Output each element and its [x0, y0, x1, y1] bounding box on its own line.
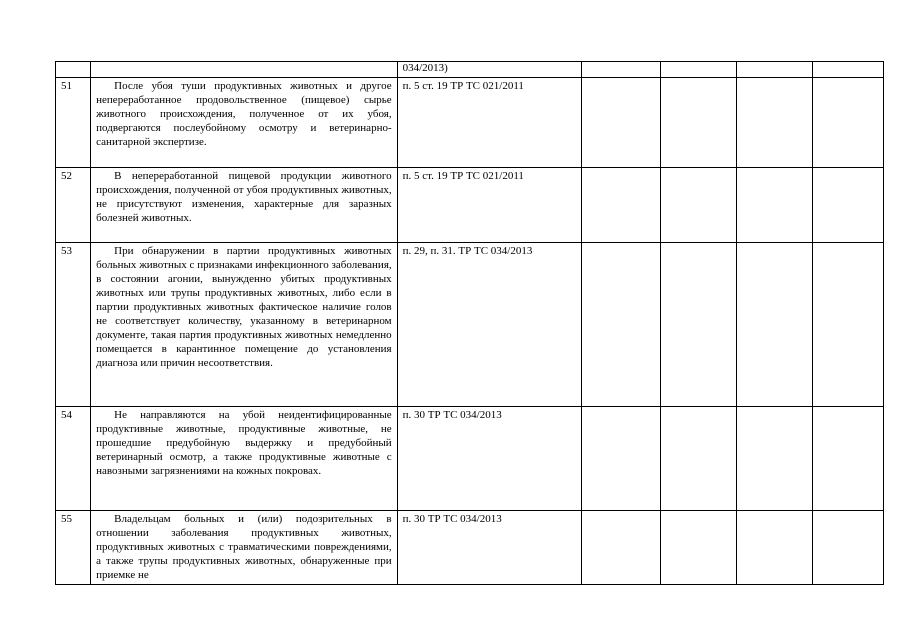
cell-empty-3 — [737, 168, 812, 243]
cell-empty-2 — [660, 511, 736, 585]
cell-empty-1 — [581, 168, 660, 243]
cell-requirement — [91, 78, 397, 168]
cell-empty-2 — [660, 243, 736, 407]
cell-empty-4 — [812, 62, 883, 78]
table-row — [56, 78, 884, 168]
cell-requirement — [91, 62, 397, 78]
cell-empty-3 — [737, 62, 812, 78]
cell-number: 53 — [56, 243, 91, 407]
reference-text: 034/2013) — [402, 62, 448, 74]
cell-number: 55 — [56, 511, 91, 585]
cell-empty-4 — [812, 511, 883, 585]
reference-text: п. 5 ст. 19 ТР ТС 021/2011 — [402, 80, 524, 92]
requirement-text: После убоя туши продуктивных животных и другое непереработанное продовольственное (пищевое) сырье животного происхождения, полученное от их убоя, подвергаются послеубойному осмотру и ветеринарно-санитарной экспертизе. — [96, 80, 392, 148]
cell-empty-3 — [737, 407, 812, 511]
cell-reference — [397, 78, 581, 168]
cell-requirement — [91, 511, 397, 585]
cell-requirement — [91, 407, 397, 511]
cell-empty-3 — [737, 78, 812, 168]
cell-reference — [397, 62, 581, 78]
cell-empty-3 — [737, 243, 812, 407]
table-row — [56, 407, 884, 511]
table-row — [56, 511, 884, 585]
reference-text: п. 30 ТР ТС 034/2013 — [402, 513, 502, 525]
cell-empty-1 — [581, 511, 660, 585]
table-row — [56, 243, 884, 407]
reference-text: п. 30 ТР ТС 034/2013 — [402, 409, 502, 421]
cell-empty-1 — [581, 62, 660, 78]
cell-number — [56, 62, 91, 78]
requirement-text: В непереработанной пищевой продукции животного происхождения, полученной от убоя продуктивных животных, не присутствуют изменения, характерные для заразных болезней животных. — [96, 170, 392, 224]
requirements-table — [55, 61, 884, 585]
cell-empty-2 — [660, 62, 736, 78]
requirement-text: Не направляются на убой неидентифицированные продуктивные животные, продуктивные животные, не прошедшие предубойную выдержку и предубойный ветеринарный осмотр, а также продуктивные животные с навозными загрязнениями на кожных покровах. — [96, 409, 392, 477]
cell-empty-3 — [737, 511, 812, 585]
cell-empty-4 — [812, 243, 883, 407]
cell-empty-1 — [581, 78, 660, 168]
cell-reference — [397, 511, 581, 585]
cell-reference — [397, 168, 581, 243]
cell-empty-2 — [660, 78, 736, 168]
cell-number: 51 — [56, 78, 91, 168]
requirement-text: Владельцам больных и (или) подозрительных в отношении заболевания продуктивных животных, продуктивных животных с травматическими повреждениями, а также трупы продуктивных животных, обнаруженные при приемке не — [96, 513, 392, 581]
cell-empty-1 — [581, 407, 660, 511]
cell-number: 52 — [56, 168, 91, 243]
cell-empty-1 — [581, 243, 660, 407]
cell-empty-4 — [812, 78, 883, 168]
cell-empty-4 — [812, 168, 883, 243]
cell-requirement — [91, 168, 397, 243]
table-row-continuation — [56, 62, 884, 78]
requirement-text: При обнаружении в партии продуктивных животных больных животных с признаками инфекционного заболевания, в состоянии агонии, вынужденно убитых продуктивных животных или трупы продуктивных животных, либо если в партии продуктивных животных фактическое наличие голов не соответствует количеству, указанному в ветеринарном документе, такая партия продуктивных животных немедленно помещается в карантинное помещение до установления диагноза или причин несоответствия. — [96, 245, 392, 369]
cell-requirement — [91, 243, 397, 407]
reference-text: п. 5 ст. 19 ТР ТС 021/2011 — [402, 170, 524, 182]
table-row — [56, 168, 884, 243]
reference-text: п. 29, п. 31. ТР ТС 034/2013 — [402, 245, 533, 257]
cell-reference — [397, 407, 581, 511]
cell-number: 54 — [56, 407, 91, 511]
cell-empty-2 — [660, 168, 736, 243]
cell-reference — [397, 243, 581, 407]
cell-empty-4 — [812, 407, 883, 511]
cell-empty-2 — [660, 407, 736, 511]
